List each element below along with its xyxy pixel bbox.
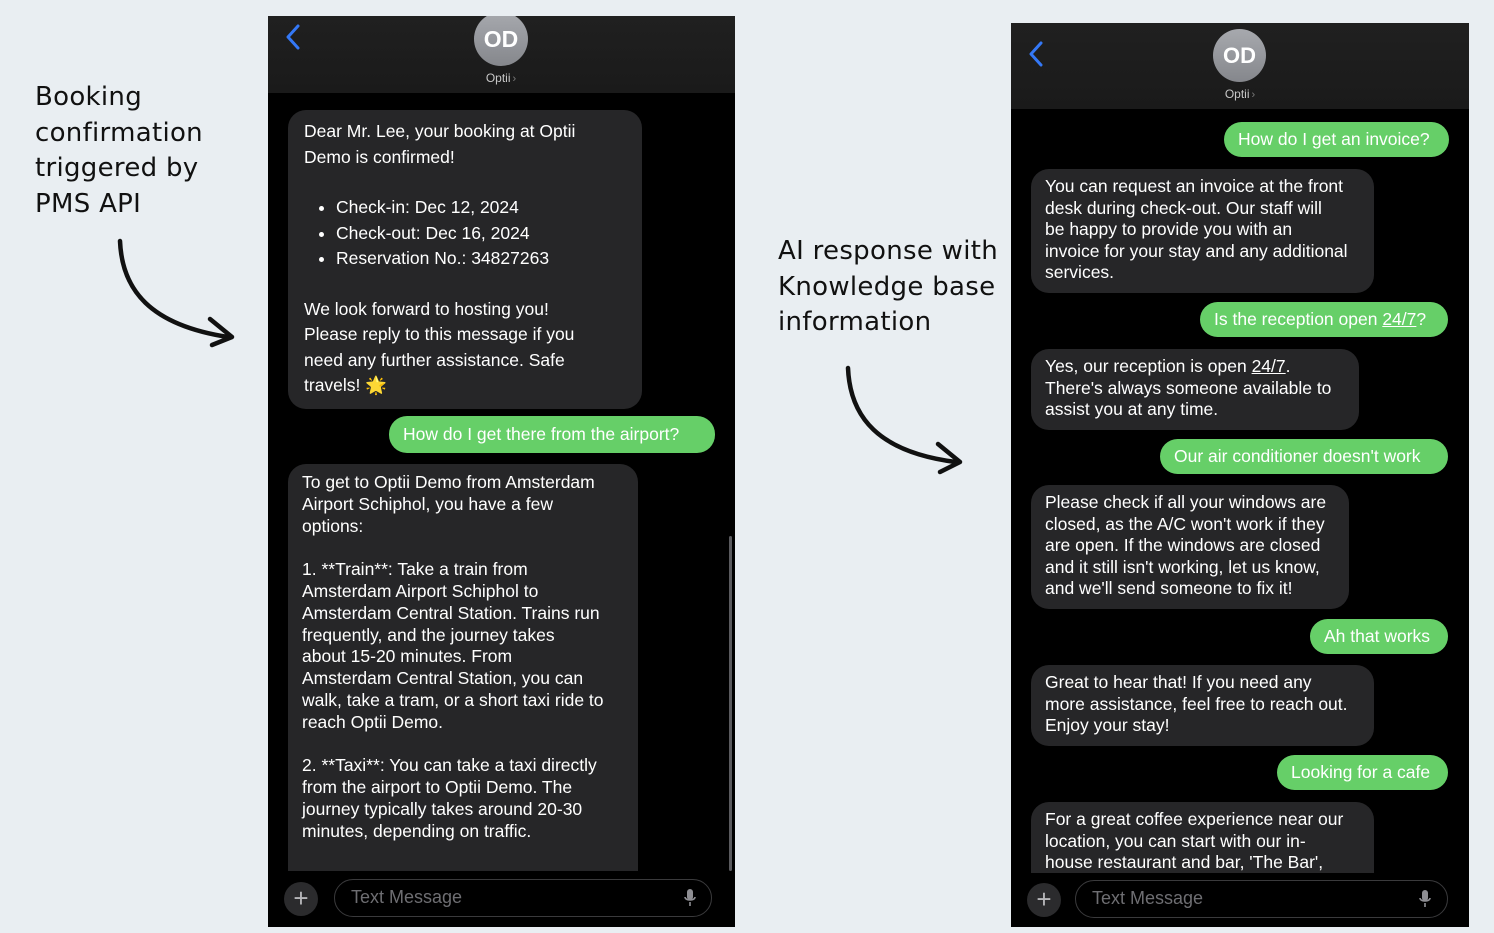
phone-screen-right xyxy=(1011,23,1469,927)
plus-icon[interactable]: + xyxy=(284,882,318,916)
chevron-left-icon[interactable] xyxy=(286,24,300,50)
annotation-ai-response: AI response with Knowledge base information xyxy=(778,236,999,337)
chat-header xyxy=(1011,23,1469,109)
avatar[interactable]: OD xyxy=(474,16,528,66)
avatar[interactable]: OD xyxy=(1213,29,1266,82)
arrow-left-icon xyxy=(110,235,250,355)
incoming-message: Great to hear that! If you need any more assistance, feel free to reach out. Enjoy your stay! xyxy=(1031,665,1374,746)
outgoing-message: Our air conditioner doesn't work xyxy=(1160,439,1448,474)
text-message-input[interactable] xyxy=(1090,887,1394,910)
chat-header xyxy=(268,16,735,93)
contact-name[interactable]: Optii › xyxy=(485,71,517,85)
annotation-booking-confirmation: Booking confirmation triggered by PMS API xyxy=(35,82,203,219)
incoming-message: Please check if all your windows are closed, as the A/C won't work if they are open. If the windows are closed and it still isn't working, let us know, and we'll send someone to fix it! xyxy=(1031,485,1349,609)
incoming-message: To get to Optii Demo from Amsterdam Airport Schiphol, you have a few options: 1. **Train**: Take a train from Amsterdam Airport Schiphol to Amsterdam Central Station. Trains run frequently, and the journey takes about 15-20 minutes. From Amsterdam Central Station, you can walk, take a tram, or a short taxi ride to reach Optii Demo. 2. **Taxi**: You can take a taxi directly from the airport to Optii Demo. The journey typically takes around 20-30 minutes, depending on traffic. xyxy=(288,464,638,904)
message-composer xyxy=(268,871,735,927)
chevron-right-icon: › xyxy=(512,73,517,85)
chevron-right-icon: › xyxy=(1251,89,1256,101)
message-input-field[interactable] xyxy=(334,879,712,917)
scrollbar[interactable] xyxy=(729,536,732,871)
message-composer xyxy=(1011,873,1469,927)
incoming-message: Dear Mr. Lee, your booking at Optii Demo is confirmed! • Check-in: Dec 12, 2024 • Check-out: Dec 16, 2024 • Reservation No.: 34827263 We look forward to hosting you! Please reply to this message if you need any further assistance. Safe travels! 🌟 xyxy=(288,110,642,409)
booking-details-list: • Check-in: Dec 12, 2024 • Check-out: Dec 16, 2024 • Reservation No.: 34827263 xyxy=(304,195,626,272)
plus-icon[interactable]: + xyxy=(1027,883,1061,917)
outgoing-message: Looking for a cafe xyxy=(1277,755,1448,790)
message-list[interactable] xyxy=(268,16,735,927)
outgoing-message: How do I get there from the airport? xyxy=(389,416,715,453)
incoming-message: You can request an invoice at the front desk during check-out. Our staff will be happy to provide you with an invoice for your stay and any additional services. xyxy=(1031,169,1374,293)
contact-name[interactable]: Optii › xyxy=(1224,87,1256,101)
microphone-icon[interactable] xyxy=(1418,889,1432,909)
incoming-message: For a great coffee experience near our location, you can start with our in- house restaurant and bar, 'The Bar', xyxy=(1031,802,1374,922)
outgoing-message: Ah that works xyxy=(1310,619,1448,654)
message-input-field[interactable] xyxy=(1075,880,1448,918)
text-message-input[interactable] xyxy=(349,886,653,909)
message-list[interactable] xyxy=(1011,23,1469,927)
time-link[interactable]: 24/7 xyxy=(1251,356,1286,376)
chevron-left-icon[interactable] xyxy=(1029,41,1043,67)
phone-screen-left xyxy=(268,16,735,927)
microphone-icon[interactable] xyxy=(683,888,697,908)
incoming-message: Yes, our reception is open 24/7. There's always someone available to assist you at any time. xyxy=(1031,349,1359,430)
outgoing-message: Is the reception open 24/7? xyxy=(1200,302,1448,337)
time-link[interactable]: 24/7 xyxy=(1382,309,1417,329)
outgoing-message: How do I get an invoice? xyxy=(1224,122,1449,157)
arrow-right-icon xyxy=(838,362,978,482)
